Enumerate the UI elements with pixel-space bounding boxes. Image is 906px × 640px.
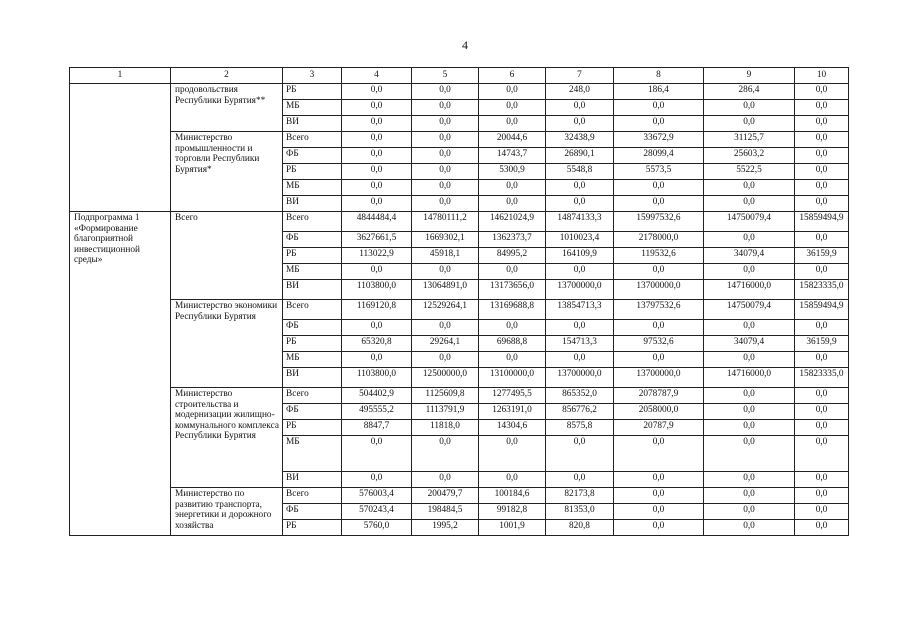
value-cell: 0,0 [546, 116, 614, 132]
value-cell: 65320,8 [342, 336, 412, 352]
value-cell: 81353,0 [546, 504, 614, 520]
value-cell: 0,0 [479, 100, 546, 116]
value-cell: 0,0 [546, 472, 614, 488]
executor-name: Всего [171, 212, 283, 300]
value-cell: 820,8 [546, 520, 614, 536]
value-cell: 15997532,6 [614, 212, 704, 232]
value-cell: 0,0 [614, 196, 704, 212]
value-cell: 0,0 [479, 472, 546, 488]
value-cell: 0,0 [704, 100, 795, 116]
program-name: Подпрограмма 1 «Формирование благоприятной инвестиционной среды» [70, 212, 171, 536]
funding-source: МБ [283, 264, 342, 280]
table-row [70, 212, 849, 232]
value-cell: 13173656,0 [479, 280, 546, 300]
value-cell: 2178000,0 [614, 232, 704, 248]
value-cell: 15859494,9 [795, 212, 849, 232]
funding-source: Всего [283, 388, 342, 404]
value-cell: 15859494,9 [795, 300, 849, 320]
value-cell: 31125,7 [704, 132, 795, 148]
value-cell: 0,0 [795, 488, 849, 504]
value-cell: 0,0 [795, 116, 849, 132]
value-cell: 3627661,5 [342, 232, 412, 248]
executor-name: Министерство строительства и модернизации жилищно-коммунального комплекса Республики Бурятия [171, 388, 283, 488]
value-cell: 0,0 [704, 196, 795, 212]
value-cell: 0,0 [614, 116, 704, 132]
value-cell: 14716000,0 [704, 280, 795, 300]
value-cell: 25603,2 [704, 148, 795, 164]
value-cell: 1125609,8 [412, 388, 479, 404]
value-cell: 1103800,0 [342, 368, 412, 388]
column-header-5: 5 [412, 68, 479, 84]
value-cell: 0,0 [795, 520, 849, 536]
program-cell-empty [70, 84, 171, 212]
funding-source: ФБ [283, 504, 342, 520]
funding-source: ФБ [283, 148, 342, 164]
value-cell: 15823335,0 [795, 280, 849, 300]
value-cell: 0,0 [479, 352, 546, 368]
value-cell: 0,0 [412, 100, 479, 116]
value-cell: 33672,9 [614, 132, 704, 148]
value-cell: 0,0 [342, 352, 412, 368]
funding-source: РБ [283, 248, 342, 264]
value-cell: 0,0 [704, 436, 795, 472]
table-body [70, 68, 849, 536]
value-cell: 14874133,3 [546, 212, 614, 232]
value-cell: 13700000,0 [614, 280, 704, 300]
value-cell: 0,0 [546, 100, 614, 116]
value-cell: 200479,7 [412, 488, 479, 504]
value-cell: 0,0 [795, 164, 849, 180]
value-cell: 84995,2 [479, 248, 546, 264]
value-cell: 4844484,4 [342, 212, 412, 232]
value-cell: 0,0 [614, 436, 704, 472]
value-cell: 0,0 [704, 320, 795, 336]
value-cell: 0,0 [704, 504, 795, 520]
column-header-1: 1 [70, 68, 171, 84]
value-cell: 0,0 [614, 100, 704, 116]
value-cell: 198484,5 [412, 504, 479, 520]
value-cell: 14743,7 [479, 148, 546, 164]
value-cell: 0,0 [342, 472, 412, 488]
value-cell: 0,0 [704, 232, 795, 248]
budget-table [69, 67, 849, 536]
value-cell: 0,0 [342, 132, 412, 148]
value-cell: 1669302,1 [412, 232, 479, 248]
funding-source: МБ [283, 180, 342, 196]
value-cell: 0,0 [342, 116, 412, 132]
funding-source: ФБ [283, 232, 342, 248]
value-cell: 5548,8 [546, 164, 614, 180]
value-cell: 0,0 [412, 116, 479, 132]
value-cell: 36159,9 [795, 336, 849, 352]
column-header-10: 10 [795, 68, 849, 84]
value-cell: 0,0 [412, 180, 479, 196]
table-row [70, 388, 849, 404]
value-cell: 0,0 [342, 164, 412, 180]
value-cell: 0,0 [546, 320, 614, 336]
value-cell: 0,0 [614, 264, 704, 280]
value-cell: 0,0 [479, 180, 546, 196]
value-cell: 0,0 [795, 196, 849, 212]
value-cell: 32438,9 [546, 132, 614, 148]
value-cell: 570243,4 [342, 504, 412, 520]
value-cell: 495555,2 [342, 404, 412, 420]
value-cell: 0,0 [795, 320, 849, 336]
value-cell: 0,0 [795, 148, 849, 164]
value-cell: 0,0 [795, 180, 849, 196]
value-cell: 0,0 [795, 84, 849, 100]
value-cell: 13700000,0 [614, 368, 704, 388]
page-number: 4 [462, 38, 468, 52]
value-cell: 113022,9 [342, 248, 412, 264]
value-cell: 1010023,4 [546, 232, 614, 248]
value-cell: 576003,4 [342, 488, 412, 504]
value-cell: 0,0 [412, 472, 479, 488]
column-header-9: 9 [704, 68, 795, 84]
value-cell: 0,0 [704, 264, 795, 280]
value-cell: 0,0 [704, 404, 795, 420]
value-cell: 0,0 [546, 264, 614, 280]
column-header-2: 2 [171, 68, 283, 84]
value-cell: 0,0 [795, 264, 849, 280]
value-cell: 0,0 [479, 264, 546, 280]
value-cell: 45918,1 [412, 248, 479, 264]
value-cell: 0,0 [614, 320, 704, 336]
value-cell: 2058000,0 [614, 404, 704, 420]
value-cell: 0,0 [795, 352, 849, 368]
funding-source: РБ [283, 520, 342, 536]
value-cell: 20787,9 [614, 420, 704, 436]
value-cell: 0,0 [704, 180, 795, 196]
funding-source: РБ [283, 336, 342, 352]
value-cell: 0,0 [479, 116, 546, 132]
value-cell: 13854713,3 [546, 300, 614, 320]
value-cell: 11818,0 [412, 420, 479, 436]
table-row [70, 300, 849, 320]
funding-source: МБ [283, 436, 342, 472]
value-cell: 0,0 [795, 232, 849, 248]
value-cell: 0,0 [412, 320, 479, 336]
value-cell: 0,0 [704, 520, 795, 536]
value-cell: 14621024,9 [479, 212, 546, 232]
value-cell: 14750079,4 [704, 212, 795, 232]
value-cell: 20044,6 [479, 132, 546, 148]
value-cell: 0,0 [795, 388, 849, 404]
value-cell: 248,0 [546, 84, 614, 100]
executor-name: продовольствия Республики Бурятия** [171, 84, 283, 132]
funding-source: ФБ [283, 320, 342, 336]
funding-source: РБ [283, 164, 342, 180]
value-cell: 99182,8 [479, 504, 546, 520]
value-cell: 5300,9 [479, 164, 546, 180]
value-cell: 164109,9 [546, 248, 614, 264]
value-cell: 26890,1 [546, 148, 614, 164]
value-cell: 856776,2 [546, 404, 614, 420]
value-cell: 1263191,0 [479, 404, 546, 420]
value-cell: 13169688,8 [479, 300, 546, 320]
funding-source: МБ [283, 352, 342, 368]
value-cell: 0,0 [704, 472, 795, 488]
value-cell: 0,0 [412, 148, 479, 164]
value-cell: 82173,8 [546, 488, 614, 504]
column-header-6: 6 [479, 68, 546, 84]
value-cell: 0,0 [614, 488, 704, 504]
value-cell: 0,0 [704, 420, 795, 436]
value-cell: 504402,9 [342, 388, 412, 404]
value-cell: 0,0 [412, 132, 479, 148]
funding-source: МБ [283, 100, 342, 116]
value-cell: 0,0 [479, 320, 546, 336]
funding-source: Всего [283, 488, 342, 504]
value-cell: 0,0 [546, 436, 614, 472]
value-cell: 0,0 [614, 472, 704, 488]
value-cell: 1362373,7 [479, 232, 546, 248]
funding-source: ВИ [283, 368, 342, 388]
executor-name: Министерство экономики Республики Бурятия [171, 300, 283, 388]
value-cell: 12500000,0 [412, 368, 479, 388]
value-cell: 0,0 [342, 148, 412, 164]
table-row [70, 488, 849, 504]
value-cell: 0,0 [614, 352, 704, 368]
value-cell: 0,0 [479, 84, 546, 100]
funding-source: Всего [283, 300, 342, 320]
value-cell: 0,0 [412, 264, 479, 280]
column-header-4: 4 [342, 68, 412, 84]
value-cell: 14750079,4 [704, 300, 795, 320]
funding-source: Всего [283, 212, 342, 232]
executor-name: Министерство по развитию транспорта, энергетики и дорожного хозяйства [171, 488, 283, 536]
value-cell: 0,0 [412, 84, 479, 100]
value-cell: 5573,5 [614, 164, 704, 180]
value-cell: 0,0 [342, 436, 412, 472]
value-cell: 1113791,9 [412, 404, 479, 420]
value-cell: 0,0 [704, 116, 795, 132]
value-cell: 100184,6 [479, 488, 546, 504]
table-header-row [70, 68, 849, 84]
value-cell: 0,0 [342, 264, 412, 280]
value-cell: 0,0 [479, 436, 546, 472]
value-cell: 14716000,0 [704, 368, 795, 388]
value-cell: 0,0 [795, 132, 849, 148]
column-header-3: 3 [283, 68, 342, 84]
value-cell: 186,4 [614, 84, 704, 100]
value-cell: 13797532,6 [614, 300, 704, 320]
value-cell: 13700000,0 [546, 280, 614, 300]
value-cell: 1169120,8 [342, 300, 412, 320]
value-cell: 36159,9 [795, 248, 849, 264]
value-cell: 0,0 [342, 196, 412, 212]
value-cell: 29264,1 [412, 336, 479, 352]
value-cell: 0,0 [795, 436, 849, 472]
funding-source: ВИ [283, 472, 342, 488]
value-cell: 1001,9 [479, 520, 546, 536]
value-cell: 0,0 [795, 472, 849, 488]
value-cell: 8847,7 [342, 420, 412, 436]
value-cell: 14780111,2 [412, 212, 479, 232]
value-cell: 0,0 [546, 196, 614, 212]
funding-source: Всего [283, 132, 342, 148]
funding-source: ВИ [283, 116, 342, 132]
executor-name: Министерство промышленности и торговли Республики Бурятия* [171, 132, 283, 212]
value-cell: 0,0 [795, 100, 849, 116]
value-cell: 0,0 [546, 352, 614, 368]
funding-source: РБ [283, 420, 342, 436]
value-cell: 154713,3 [546, 336, 614, 352]
column-header-7: 7 [546, 68, 614, 84]
value-cell: 0,0 [342, 180, 412, 196]
value-cell: 34079,4 [704, 336, 795, 352]
value-cell: 2078787,9 [614, 388, 704, 404]
value-cell: 0,0 [704, 488, 795, 504]
value-cell: 13700000,0 [546, 368, 614, 388]
value-cell: 0,0 [614, 504, 704, 520]
value-cell: 34079,4 [704, 248, 795, 264]
value-cell: 13100000,0 [479, 368, 546, 388]
value-cell: 0,0 [412, 164, 479, 180]
value-cell: 865352,0 [546, 388, 614, 404]
value-cell: 69688,8 [479, 336, 546, 352]
value-cell: 5760,0 [342, 520, 412, 536]
value-cell: 97532,6 [614, 336, 704, 352]
funding-source: ВИ [283, 196, 342, 212]
funding-source: РБ [283, 84, 342, 100]
value-cell: 0,0 [795, 420, 849, 436]
value-cell: 12529264,1 [412, 300, 479, 320]
value-cell: 0,0 [704, 352, 795, 368]
funding-source: ВИ [283, 280, 342, 300]
value-cell: 0,0 [342, 320, 412, 336]
value-cell: 0,0 [704, 388, 795, 404]
value-cell: 14304,6 [479, 420, 546, 436]
table-row [70, 132, 849, 148]
value-cell: 0,0 [342, 84, 412, 100]
funding-source: ФБ [283, 404, 342, 420]
value-cell: 119532,6 [614, 248, 704, 264]
value-cell: 0,0 [412, 352, 479, 368]
value-cell: 0,0 [614, 180, 704, 196]
value-cell: 15823335,0 [795, 368, 849, 388]
value-cell: 0,0 [795, 504, 849, 520]
value-cell: 5522,5 [704, 164, 795, 180]
value-cell: 0,0 [412, 196, 479, 212]
value-cell: 0,0 [614, 520, 704, 536]
value-cell: 1103800,0 [342, 280, 412, 300]
value-cell: 0,0 [342, 100, 412, 116]
column-header-8: 8 [614, 68, 704, 84]
value-cell: 1277495,5 [479, 388, 546, 404]
table-row [70, 84, 849, 100]
value-cell: 0,0 [479, 196, 546, 212]
value-cell: 1995,2 [412, 520, 479, 536]
value-cell: 0,0 [546, 180, 614, 196]
value-cell: 8575,8 [546, 420, 614, 436]
value-cell: 286,4 [704, 84, 795, 100]
value-cell: 0,0 [412, 436, 479, 472]
value-cell: 13064891,0 [412, 280, 479, 300]
value-cell: 0,0 [795, 404, 849, 420]
value-cell: 28099,4 [614, 148, 704, 164]
